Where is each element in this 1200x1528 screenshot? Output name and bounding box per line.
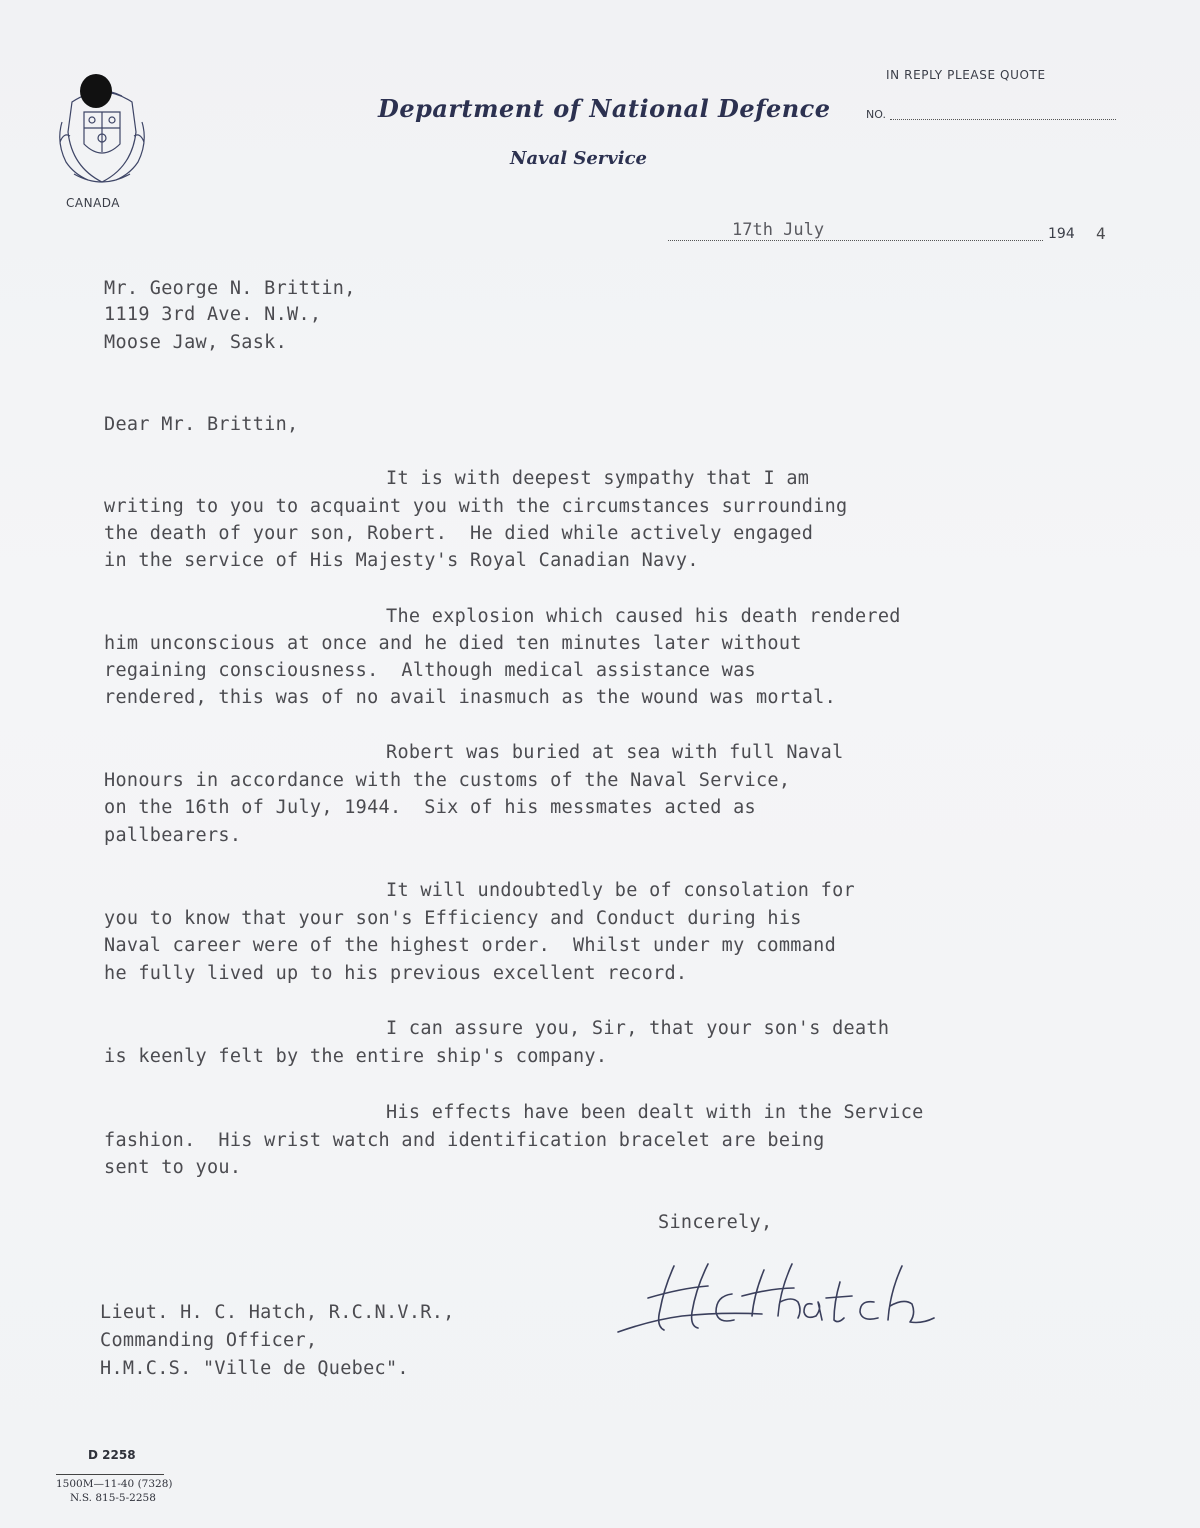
- body-line: in the service of His Majesty's Royal Canadian Navy.: [104, 550, 699, 571]
- recipient-street: 1119 3rd Ave. N.W.,: [104, 304, 322, 325]
- recipient-name: Mr. George N. Brittin,: [104, 278, 356, 299]
- body-line: on the 16th of July, 1944. Six of his messmates acted as: [104, 797, 756, 818]
- body-line: It is with deepest sympathy that I am: [386, 468, 810, 489]
- letter-date: 17th July: [732, 220, 825, 240]
- body-line: is keenly felt by the entire ship's company.: [104, 1046, 608, 1067]
- body-line: fashion. His wrist watch and identification bracelet are being: [104, 1130, 825, 1151]
- body-line: Honours in accordance with the customs of the Naval Service,: [104, 770, 791, 791]
- body-line: I can assure you, Sir, that your son's death: [386, 1018, 890, 1039]
- body-line: you to know that your son's Efficiency and Conduct during his: [104, 908, 802, 929]
- body-line: the death of your son, Robert. He died while actively engaged: [104, 523, 814, 544]
- signatory-title: Commanding Officer,: [100, 1330, 318, 1351]
- department-title: Department of National Defence: [378, 94, 831, 123]
- year-prefix: 194: [1048, 226, 1075, 242]
- body-line: pallbearers.: [104, 825, 242, 846]
- body-line: rendered, this was of no avail inasmuch as the wound was mortal.: [104, 687, 837, 708]
- body-line: The explosion which caused his death rendered: [386, 606, 901, 627]
- salutation: Dear Mr. Brittin,: [104, 414, 299, 435]
- body-line: Robert was buried at sea with full Naval: [386, 742, 844, 763]
- body-line: regaining consciousness. Although medical assistance was: [104, 660, 756, 681]
- form-print-line-2: N.S. 815-5-2258: [70, 1492, 156, 1504]
- body-line: writing to you to acquaint you with the circumstances surrounding: [104, 496, 848, 517]
- year-digit: 4: [1096, 224, 1106, 243]
- form-print-line-1: 1500M—11-40 (7328): [56, 1478, 173, 1490]
- body-line: he fully lived up to his previous excellent record.: [104, 963, 688, 984]
- country-label: CANADA: [66, 196, 121, 210]
- signatory-name: Lieut. H. C. Hatch, R.C.N.V.R.,: [100, 1302, 455, 1323]
- form-code: D 2258: [88, 1448, 136, 1462]
- body-line: His effects have been dealt with in the Service: [386, 1102, 924, 1123]
- signatory-ship: H.M.C.S. "Ville de Quebec".: [100, 1358, 409, 1379]
- recipient-city: Moose Jaw, Sask.: [104, 332, 288, 353]
- form-rule: [56, 1474, 164, 1475]
- date-dotted-line: [668, 240, 1043, 241]
- body-line: him unconscious at once and he died ten minutes later without: [104, 633, 802, 654]
- body-line: Naval career were of the highest order. Whilst under my command: [104, 935, 837, 956]
- reply-prompt: IN REPLY PLEASE QUOTE: [886, 68, 1046, 82]
- closing: Sincerely,: [658, 1212, 773, 1233]
- service-subtitle: Naval Service: [510, 148, 647, 169]
- reply-number-label: NO.: [866, 108, 886, 121]
- punch-hole: [80, 74, 112, 108]
- reply-number-line: [890, 119, 1116, 120]
- body-line: It will undoubtedly be of consolation for: [386, 880, 855, 901]
- body-line: sent to you.: [104, 1157, 242, 1178]
- handwritten-signature: [612, 1258, 948, 1340]
